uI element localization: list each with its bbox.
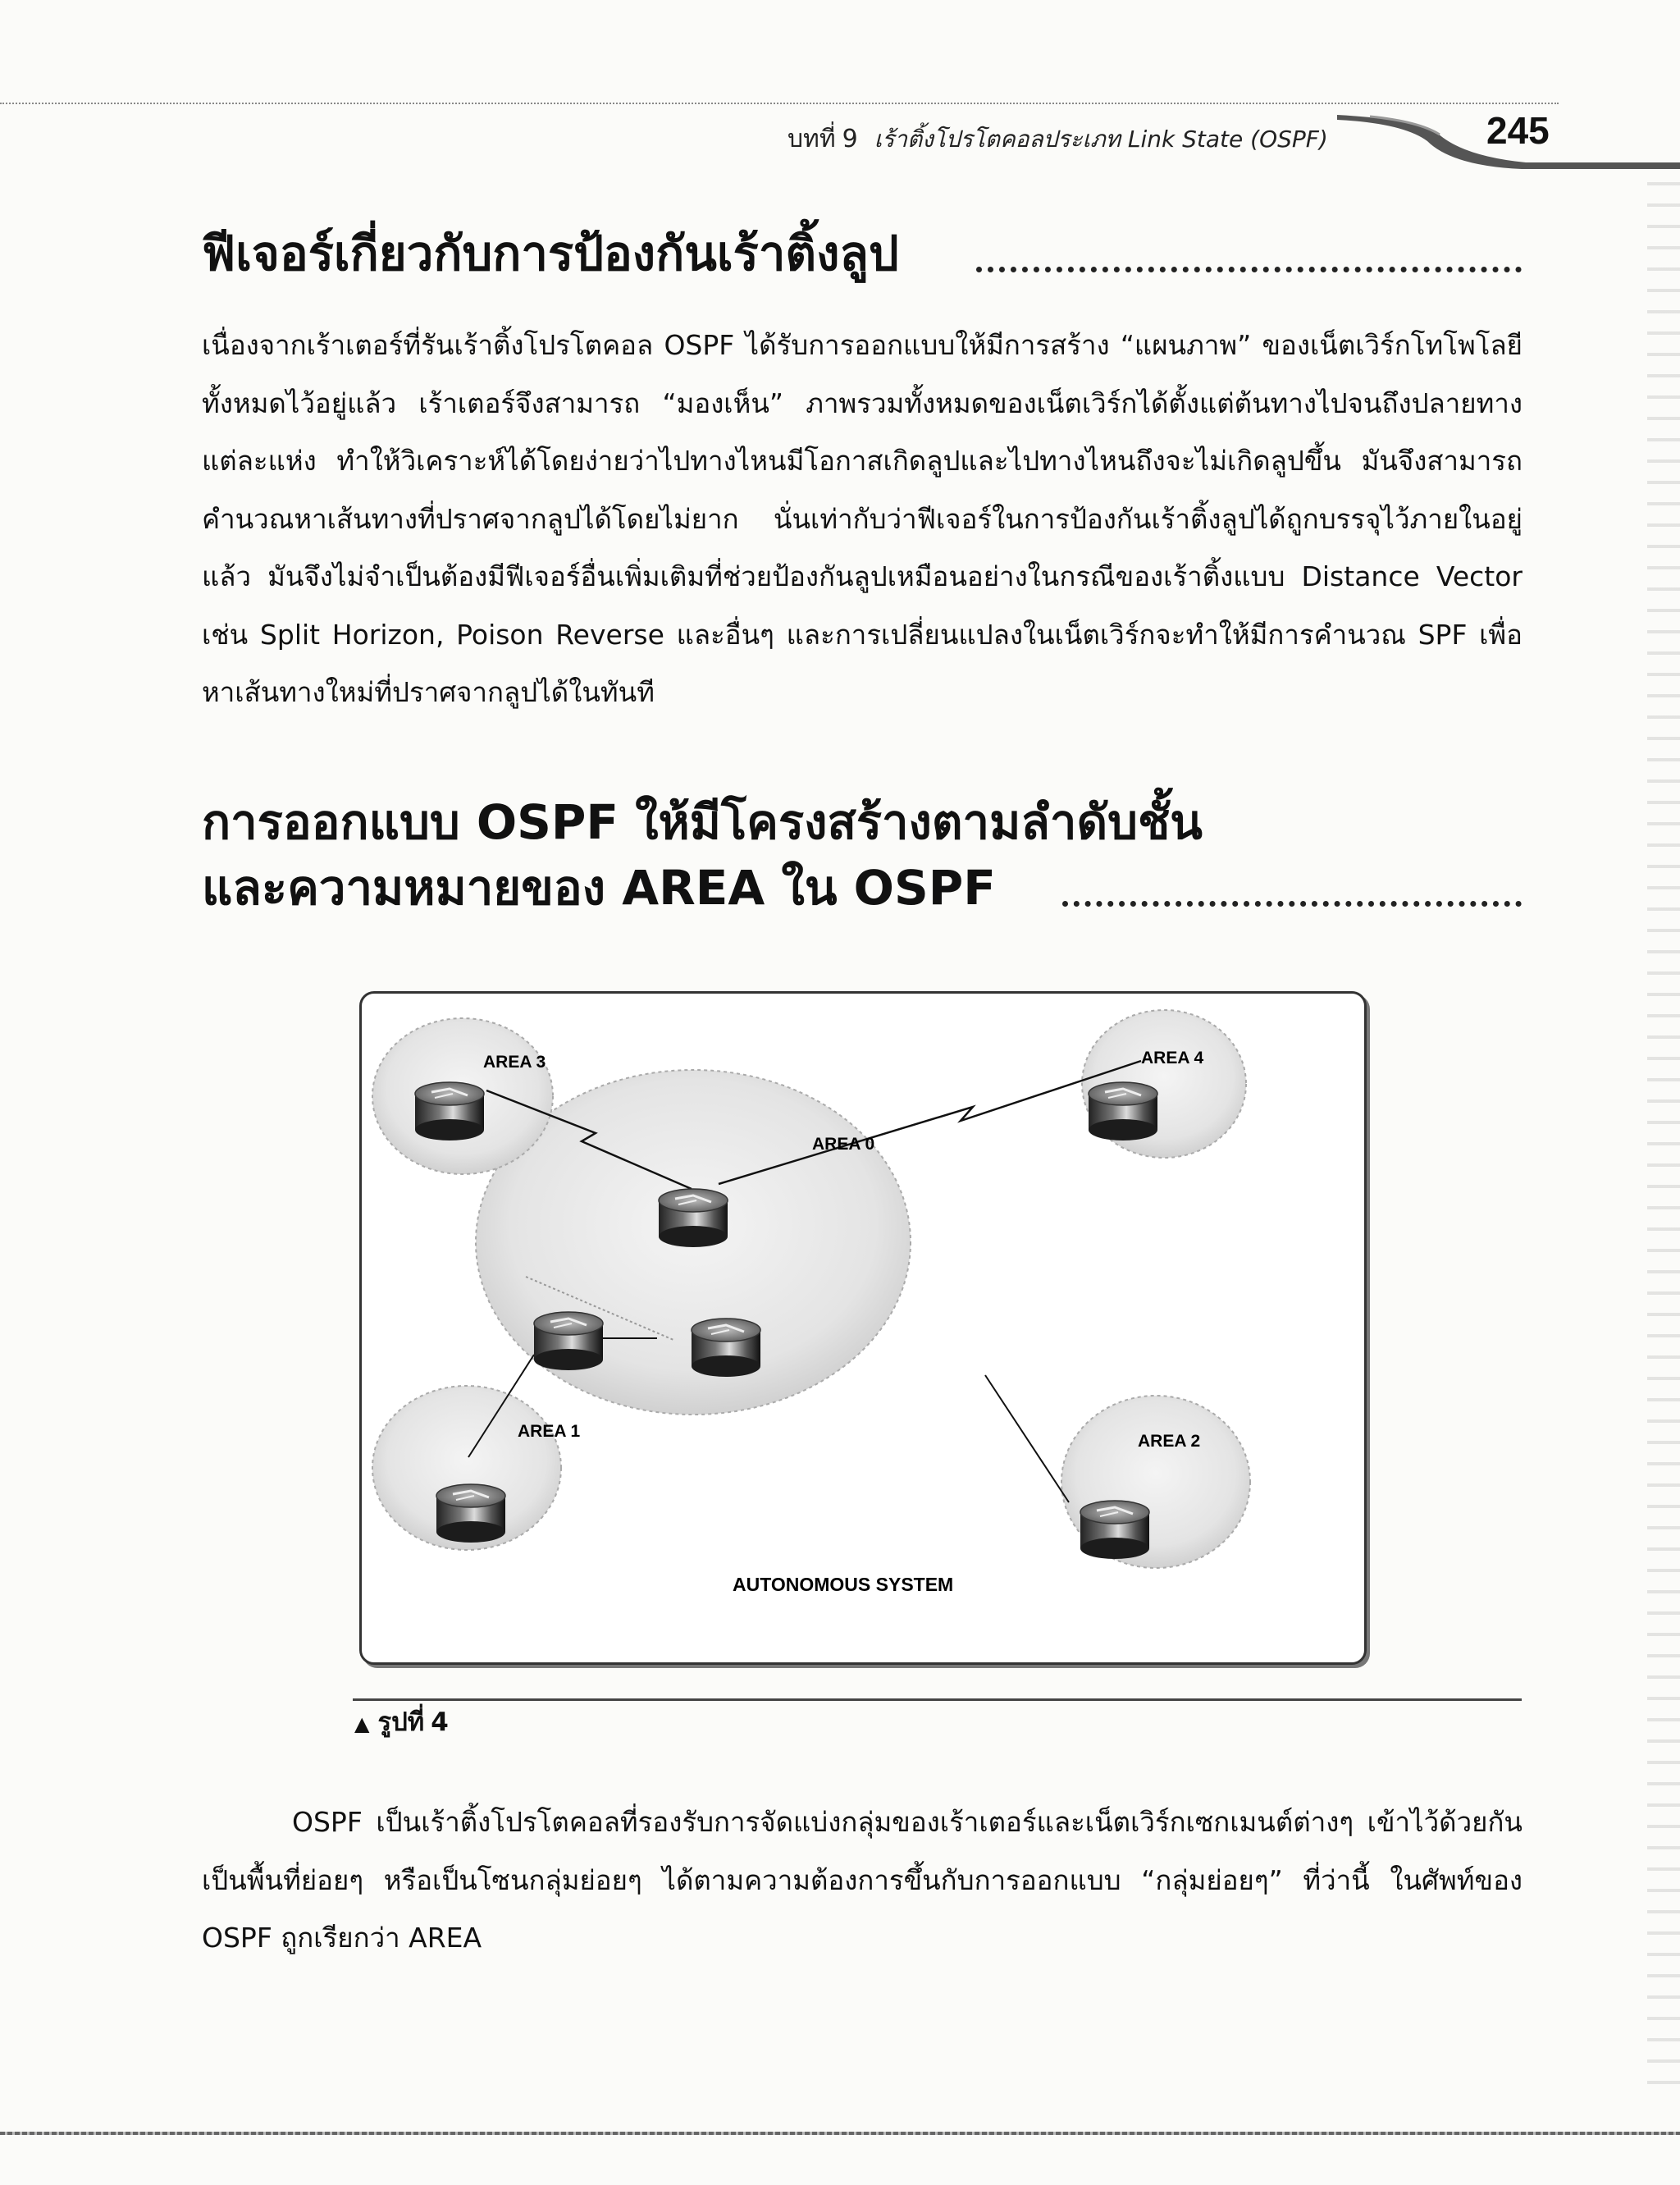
- paragraph-ospf-area: OSPF เป็นเร้าติ้งโปรโตคอลที่รองรับการจัดแบ่งกลุ่มของเร้าเตอร์และเน็ตเวิร์กเซกเมนต์ต่างๆ เข้าไว้ด้วยกัน เป็นพื้นที่ย่อยๆ หรือเป็นโซนกลุ่มย่อยๆ ได้ตามความต้องการขึ้นกับการออกแบบ “กลุ่มย่อยๆ” ที่ว่านี้ ในศัพท์ของ OSPF ถูกเรียกว่า AREA: [202, 1806, 1522, 1954]
- caption-prefix: รูปที่: [377, 1707, 425, 1737]
- chapter-prefix: บทที่: [788, 125, 836, 153]
- router-area-2-icon: [1080, 1501, 1149, 1559]
- router-abr-2-icon: [692, 1319, 760, 1377]
- page-number: 245: [1486, 109, 1550, 152]
- autonomous-system-label: AUTONOMOUS SYSTEM: [733, 1574, 954, 1595]
- ospf-area-figure: [359, 991, 1367, 1665]
- area-2-label: AREA 2: [1138, 1432, 1201, 1451]
- caption-rule: [353, 1698, 1522, 1701]
- caption-number: 4: [431, 1707, 449, 1737]
- paragraph-loop-prevention: เนื่องจากเร้าเตอร์ที่รันเร้าติ้งโปรโตคอล OSPF ได้รับการออกแบบให้มีการสร้าง “แผนภาพ” ของเน็ตเวิร์กโทโพโลยีทั้งหมดไว้อยู่แล้ว เร้าเตอร์จึงสามารถ “มองเห็น” ภาพรวมทั้งหมดของเน็ตเวิร์กได้ตั้งแต่ต้นทางไปจนถึงปลายทางแต่ละแห่ง ทำให้วิเคราะห์ได้โดยง่ายว่าไปทางไหนมีโอกาสเกิดลูปและไปทางไหนถึงจะไม่เกิดลูปขึ้น มันจึงสามารถคำนวณหาเส้นทางที่ปราศจากลูปได้โดยไม่ยาก นั่นเท่ากับว่าฟีเจอร์ในการป้องกันเร้าติ้งลูปได้ถูกบรรจุไว้ภายในอยู่แล้ว มันจึงไม่จำเป็นต้องมีฟีเจอร์อื่นเพิ่มเติมที่ช่วยป้องกันลูปเหมือนอย่างในกรณีของเร้าติ้งแบบ Distance Vector เช่น Split Horizon, Poison Reverse และอื่นๆ และการเปลี่ยนแปลงในเน็ตเวิร์กจะทำให้มีการคำนวณ SPF เพื่อหาเส้นทางใหม่ที่ปราศจากลูปได้ในทันที: [202, 329, 1522, 708]
- chapter-title: เร้าติ้งโปรโตคอลประเภท Link State (OSPF): [874, 126, 1328, 153]
- area-1-label: AREA 1: [518, 1422, 581, 1441]
- area-4-label: AREA 4: [1141, 1049, 1204, 1067]
- router-area-4-icon: [1089, 1082, 1157, 1140]
- header-dotted-rule: [0, 103, 1559, 104]
- footer-scan-rule: [0, 2132, 1680, 2135]
- chapter-label: [788, 120, 1328, 158]
- router-area-3-icon: [415, 1082, 484, 1140]
- section-heading-hierarchy-line2: และความหมายของ AREA ใน OSPF: [202, 860, 996, 916]
- heading-dot-leader: [1062, 901, 1522, 907]
- section-heading-hierarchy-line1: การออกแบบ OSPF ให้มีโครงสร้างตามลำดับชั้น: [202, 794, 1203, 850]
- area-0-label: AREA 0: [812, 1135, 875, 1154]
- router-area-1-icon: [436, 1484, 505, 1543]
- caption-triangle-icon: ▲: [354, 1712, 370, 1735]
- router-abr-1-icon: [534, 1312, 603, 1370]
- ospf-area-diagram: [362, 994, 1364, 1662]
- heading-dot-leader: [976, 267, 1522, 272]
- section-heading-loop-prevention: ฟีเจอร์เกี่ยวกับการป้องกันเร้าติ้งลูป: [202, 226, 899, 281]
- figure-caption: [354, 1701, 449, 1742]
- router-area-0-icon: [659, 1189, 728, 1247]
- abr-link-area2: [985, 1375, 1069, 1502]
- chapter-number: 9: [842, 125, 858, 153]
- area-3-label: AREA 3: [483, 1053, 546, 1072]
- scan-edge-noise: [1647, 164, 1680, 2100]
